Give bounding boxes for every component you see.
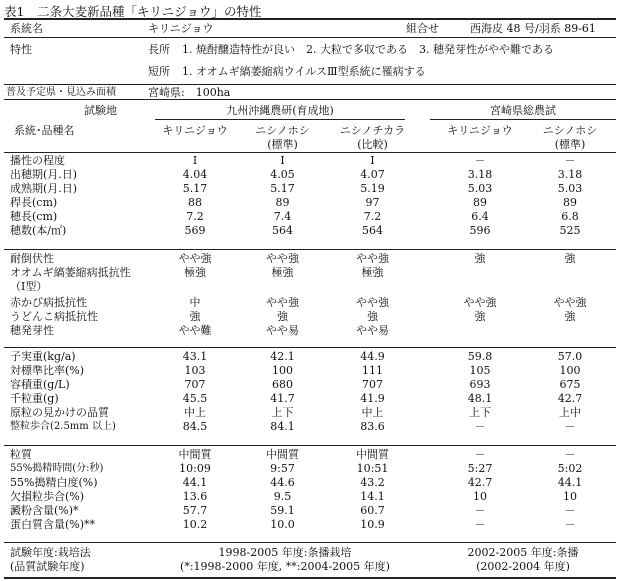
table-cell: － [564,420,576,433]
table-cell: － [474,504,486,517]
table-cell: 13.6 [182,490,208,503]
table-cell: 強 [564,252,576,265]
table-cell: 41.9 [360,392,385,405]
table-cell: 強 [564,310,576,323]
row-label: 澱粉含量(%)* [10,504,79,517]
table-cell: 6.8 [561,210,579,223]
merit-label: 長所 [148,43,170,56]
table-cell: Ⅰ [280,154,285,167]
row-label: 穂発芽性 [10,324,54,337]
table-cell: 5.19 [360,182,385,195]
site-label: 試験地 [84,104,117,117]
table-cell: 45.5 [182,392,208,405]
table-cell: 上下 [271,406,294,419]
table-cell: やや強 [266,296,299,309]
table-cell: やや強 [356,252,389,265]
row-label: 稈長(cm) [10,196,58,209]
table-cell: 5.17 [182,182,208,195]
table-cell: 5.17 [270,182,295,195]
demerit-text: 1. オオムギ縞萎縮病ウイルスⅢ型系統に罹病する [182,65,426,78]
area-value: 宮崎県: 100ha [148,86,231,99]
table-cell: － [474,518,486,531]
header-rule [4,152,616,153]
rule [4,84,616,85]
table-cell: 10.2 [182,518,208,531]
table-cell: 44.9 [360,350,385,363]
table-cell: 中間質 [266,448,299,461]
footer-label-2: (品質試験年度) [10,560,85,573]
table-cell: 中 [189,296,201,309]
table-cell: 41.7 [270,392,295,405]
table-cell: － [474,448,486,461]
table-cell: やや強 [463,296,497,309]
site2-underline [430,119,616,120]
table-cell: 4.04 [182,168,208,181]
footer-site2-line1: 2002-2005 年度:条播 [467,546,579,559]
col-variety-2: ニシノホシ [255,124,310,137]
table-cell: 59.1 [270,504,295,517]
table-cell: 5.03 [557,182,583,195]
table-cell: 42.1 [270,350,295,363]
table-cell: 中上 [361,406,384,419]
row-label: 欠損粒歩合(%) [10,490,85,503]
rule [4,99,616,100]
feature-label: 特性 [10,43,32,56]
table-cell: 44.1 [182,476,208,489]
table-cell: 42.7 [467,476,493,489]
table-cell: 43.2 [360,476,385,489]
table-cell: やや易 [356,324,389,337]
site1-underline [155,119,405,120]
table-cell: 569 [184,224,206,237]
row-label: うどんこ病抵抗性 [10,310,98,323]
table-cell: 4.05 [270,168,295,181]
table-cell: 9.5 [273,490,292,503]
table-cell: 100 [272,364,293,377]
table-cell: 84.5 [182,420,208,433]
row-label: 整粒歩合(2.5mm 以上) [10,421,116,432]
site2-header: 宮崎県総農試 [490,104,556,117]
table-cell: やや難 [178,324,212,337]
table-cell: 中間質 [356,448,389,461]
table-cell: 48.1 [467,392,493,405]
table-cell: 42.7 [557,392,583,405]
row-label: 粒質 [10,448,32,461]
row-label: 55%搗精白度(%) [10,476,98,489]
cross-label: 組合せ [406,22,439,35]
footer-label-1: 試験年度:栽培法 [10,546,91,559]
table-cell: 88 [188,196,202,209]
table-cell: 44.1 [557,476,583,489]
table-cell: 10:09 [179,462,211,475]
demerit-label: 短所 [148,65,170,78]
table-cell: 強 [474,310,486,323]
row-label: 容積重(g/L) [10,378,70,391]
col-variety-5: ニシノホシ [542,124,598,137]
table-cell: 強 [277,310,288,323]
row-label: 出穂期(月.日) [10,168,78,181]
table-cell: Ⅰ [192,154,198,167]
group-rule [4,249,616,250]
table-cell: Ⅰ [370,154,375,167]
row-label: 55%搗精時間(分:秒) [10,463,104,474]
table-cell: 中間質 [178,448,212,461]
col-variety-2-note: (標準) [267,138,298,151]
table-cell: やや強 [553,296,587,309]
group-rule [4,347,616,348]
table-cell: 60.7 [360,504,385,517]
group-rule [4,542,616,543]
table-cell: 57.0 [557,350,583,363]
table-cell: 10.9 [360,518,385,531]
col-variety-3: ニシノチカラ [339,124,406,137]
top-rule [4,18,616,20]
table-cell: 10 [473,490,487,503]
name-label: 系統･品種名 [14,124,75,137]
table-cell: 707 [184,378,206,391]
table-cell: やや強 [178,252,212,265]
area-label: 普及予定県・見込み面積 [6,87,116,98]
table-cell: － [564,154,576,167]
rule [4,37,616,38]
variety-label: 系統名 [10,22,43,35]
table-cell: 強 [189,310,201,323]
table-cell: 7.2 [363,210,382,223]
table-cell: 89 [473,196,487,209]
table-cell: 14.1 [360,490,385,503]
col-variety-5-note: (標準) [554,138,586,151]
table-cell: 707 [362,378,383,391]
table-cell: 5:27 [467,462,493,475]
row-label: 子実重(kg/a) [10,350,76,363]
row-label: 赤かび病抵抗性 [10,296,87,309]
table-cell: 693 [469,378,491,391]
variety-value: キリニジョウ [148,22,214,35]
table-cell: 上下 [469,406,491,419]
table-cell: やや強 [266,252,299,265]
table-cell: 103 [184,364,206,377]
table-cell: 10.0 [270,518,295,531]
table-cell: － [564,504,576,517]
table-cell: 675 [559,378,581,391]
table-cell: 596 [469,224,491,237]
table-cell: 6.4 [471,210,489,223]
group-rule [4,445,616,446]
table-cell: 10:51 [356,462,389,475]
table-cell: 4.07 [360,168,385,181]
row-label: オオムギ縞萎縮病抵抗性 [10,266,131,279]
table-title: 表1 二条大麦新品種「キリニジョウ」の特性 [4,4,262,19]
table-cell: 89 [563,196,577,209]
table-cell: 83.6 [360,420,385,433]
table-cell: 525 [559,224,581,237]
table-cell: 59.8 [467,350,493,363]
table-cell: やや強 [356,296,389,309]
col-variety-3-note: (比較) [357,138,388,151]
table-cell: 極強 [184,266,206,279]
row-label: 穂長(cm) [10,210,58,223]
row-label: 対標準比率(%) [10,364,85,377]
table-cell: － [474,154,486,167]
table-cell: 100 [559,364,581,377]
table-cell: 強 [474,252,486,265]
col-variety-4: キリニジョウ [447,124,513,137]
merit-text: 1. 焼酎醸造特性が良い 2. 大粒で多収である 3. 穂発芽性がやや難である [182,43,554,56]
table-cell: 7.4 [273,210,292,223]
table-cell: 111 [362,364,383,377]
row-label: 耐倒伏性 [10,252,54,265]
table-cell: － [564,448,576,461]
table-cell: 上中 [559,406,581,419]
table-cell: 84.1 [270,420,295,433]
table-cell: 97 [365,196,380,209]
table-cell: 5.03 [467,182,493,195]
table-cell: 57.7 [182,504,208,517]
row-label: 穂数(本/㎡) [10,224,67,237]
table-cell: 9:57 [270,462,295,475]
table-cell: 極強 [271,266,294,279]
table-cell: 89 [275,196,290,209]
table-cell: 564 [362,224,383,237]
table-cell: 680 [272,378,293,391]
table-cell: 10 [563,490,577,503]
bottom-rule [4,577,616,579]
row-label: 原粒の見かけの品質 [10,406,109,419]
row-label: 蛋白質含量(%)** [10,518,96,531]
table-cell: 強 [367,310,378,323]
row-label: （Ⅰ型） [10,280,48,293]
table-cell: 中上 [184,406,206,419]
site1-header: 九州沖縄農研(育成地) [226,104,334,117]
table-cell: 5:02 [557,462,583,475]
footer-site2-line2: (2002-2004 年度) [476,560,570,573]
table-cell: 3.18 [467,168,493,181]
col-variety-1: キリニジョウ [162,124,228,137]
table-cell: やや易 [266,324,299,337]
table-cell: － [474,420,486,433]
table-cell: － [564,518,576,531]
footer-site1-line1: 1998-2005 年度:条播栽培 [218,546,352,559]
table-cell: 7.2 [186,210,204,223]
table-cell: 3.18 [557,168,583,181]
cross-value: 西海皮 48 号/羽系 89-61 [470,22,596,35]
table-cell: 43.1 [182,350,208,363]
table-cell: 564 [272,224,293,237]
footer-site1-line2: (*:1998-2000 年度, **:2004-2005 年度) [180,560,390,573]
row-label: 播性の程度 [10,154,65,167]
row-label: 千粒重(g) [10,392,59,405]
table-cell: 44.6 [270,476,295,489]
row-label: 成熟期(月.日) [10,182,78,195]
table-cell: 極強 [361,266,384,279]
table-cell: 105 [469,364,491,377]
